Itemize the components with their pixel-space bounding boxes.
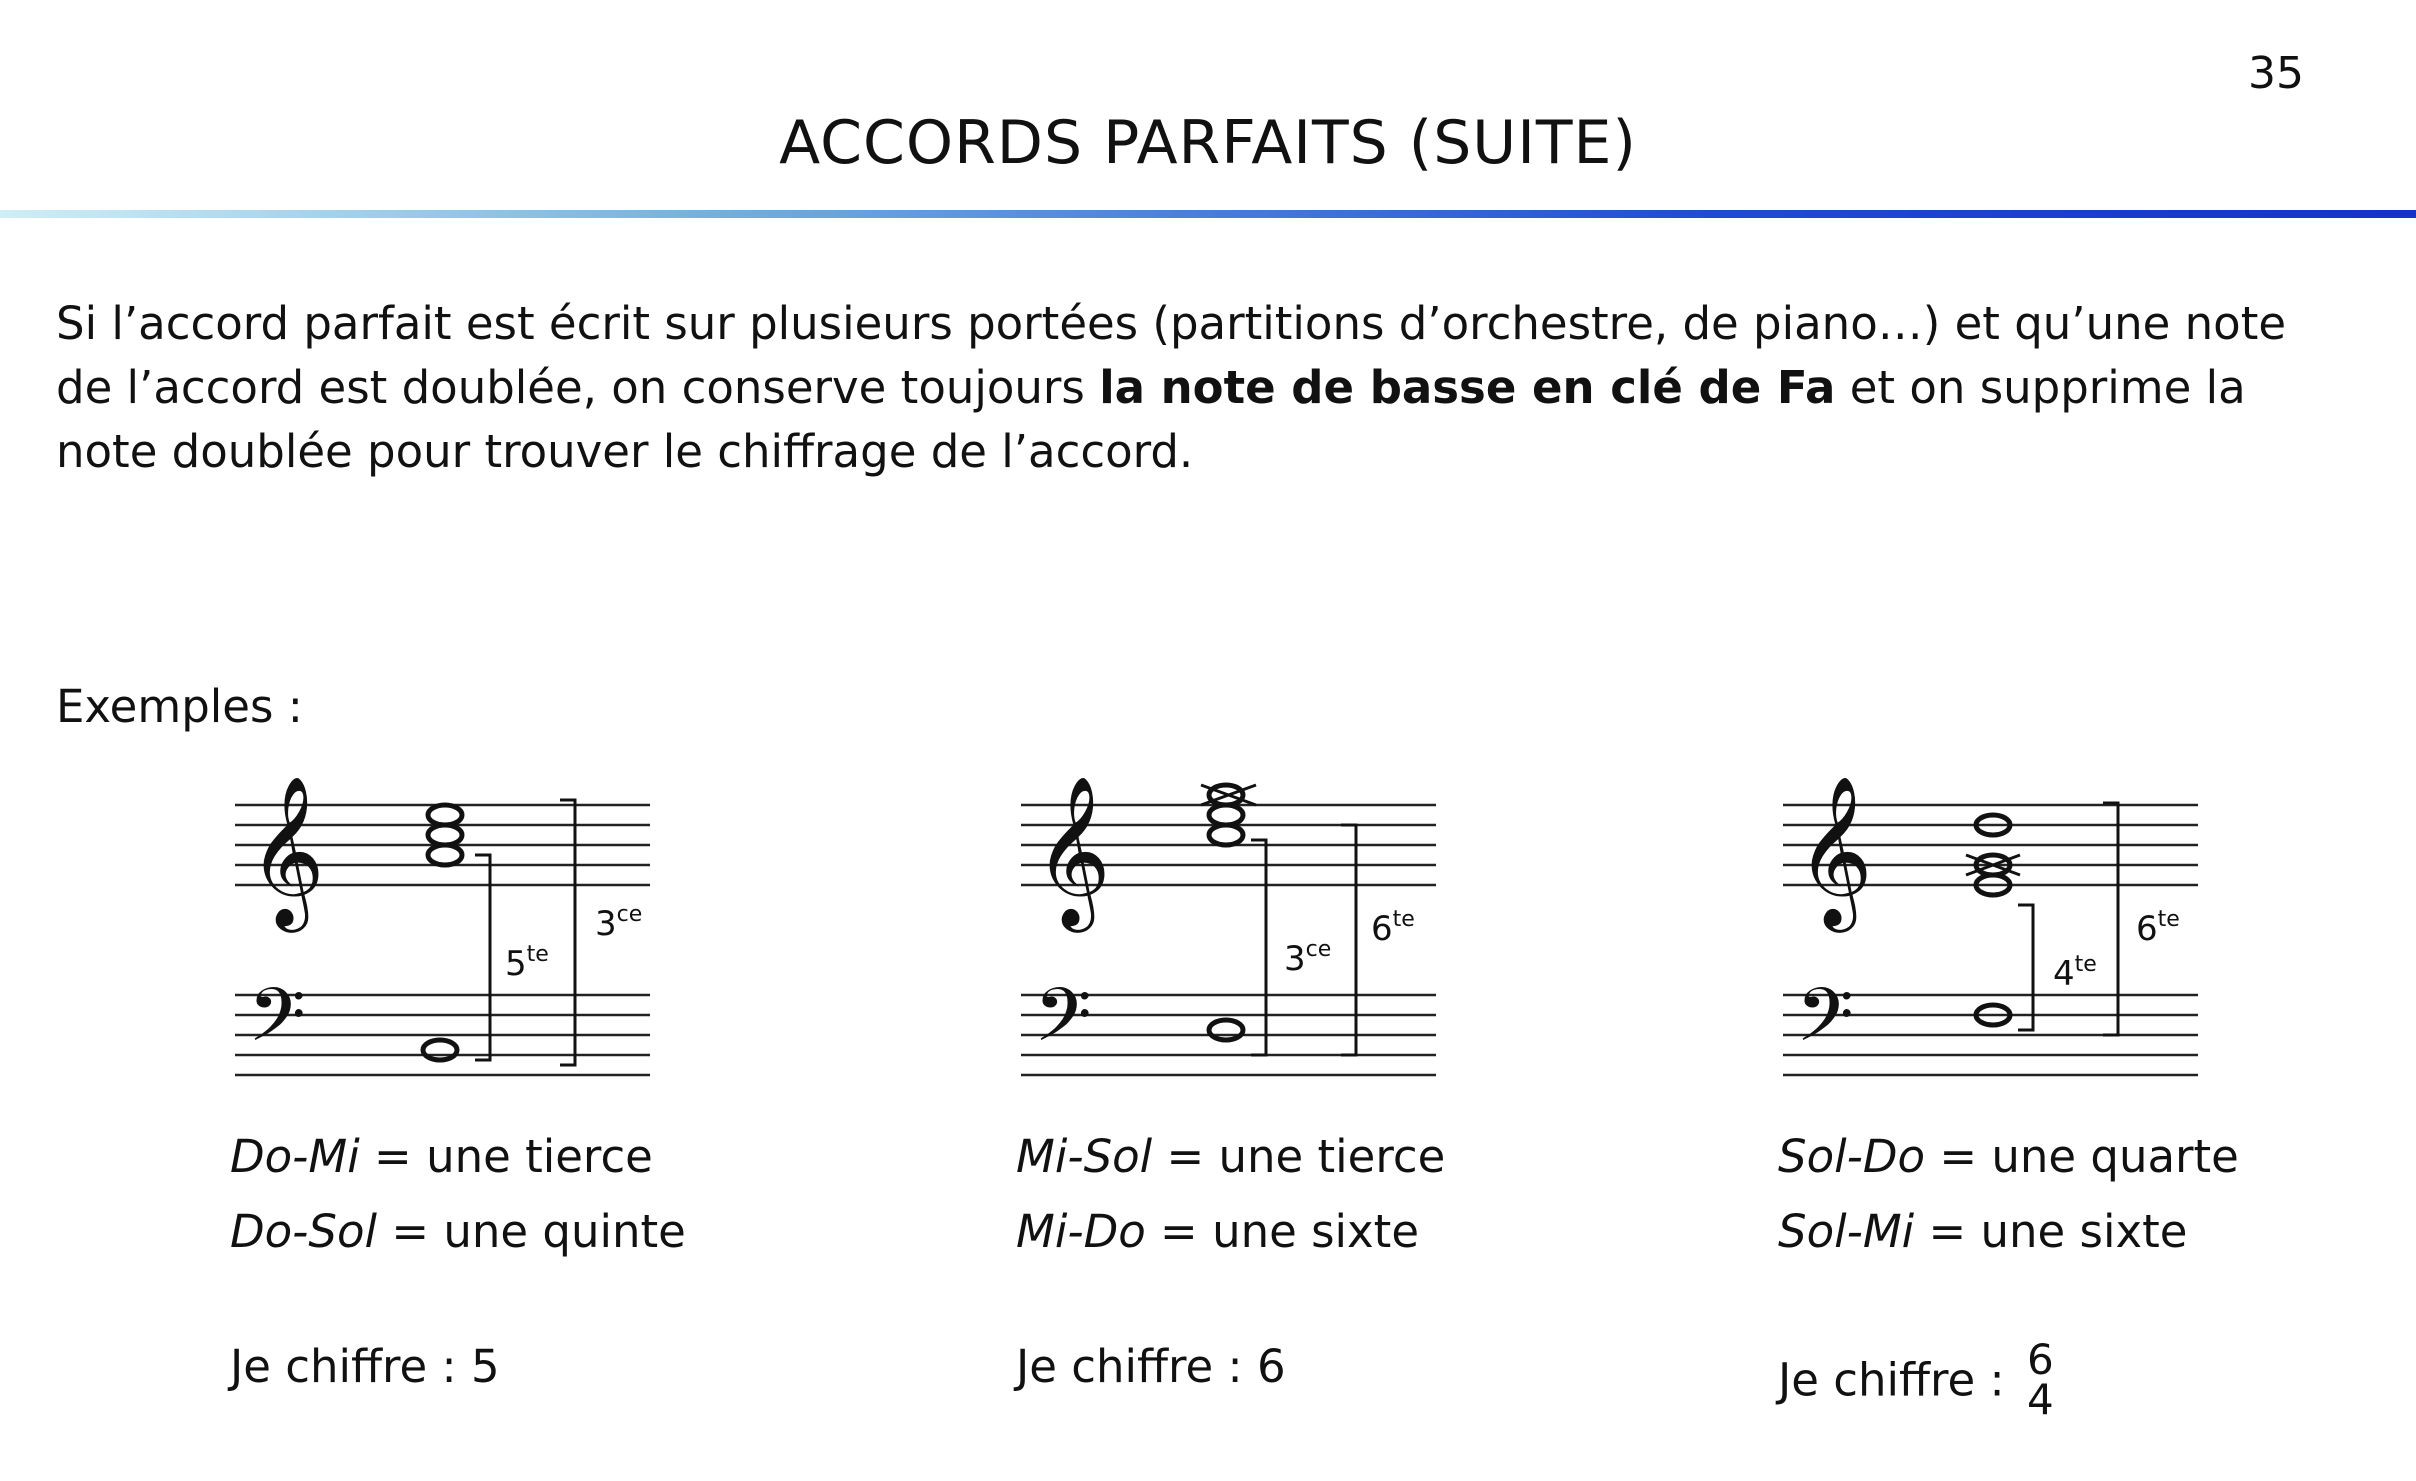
page-title: ACCORDS PARFAITS (SUITE) [779, 108, 1637, 178]
outer-interval-suffix: ce [616, 902, 643, 927]
note-pair: Sol-Do [1778, 1130, 1926, 1183]
interval-name: = une sixte [1145, 1205, 1420, 1258]
interval-name: = une quarte [1925, 1130, 2239, 1183]
interval-name: = une tierce [1152, 1130, 1446, 1183]
inner-interval-number: 4 [2053, 954, 2075, 994]
score-example-2 [1016, 755, 1456, 1085]
intro-text-end: et on supprime la note doublée pour trouver le chiffrage de l’accord. [56, 361, 2246, 478]
svg-text:6te [1371, 907, 1415, 949]
inner-interval-suffix: ce [1305, 937, 1332, 962]
cipher-fraction [2027, 1335, 2054, 1424]
cipher-line [1778, 1335, 2054, 1424]
intro-text-start: Si l’accord parfait est écrit sur plusieurs portées (partitions d’orchestre, de piano…) et qu’une note de l’accord est doublée, on conserve toujours [56, 297, 2287, 414]
cipher-value: 5 [471, 1340, 500, 1393]
note-pair: Sol-Mi [1778, 1205, 1915, 1258]
cipher-label: Je chiffre : [230, 1340, 471, 1393]
outer-interval-number: 6 [1371, 909, 1393, 949]
interval-name: = une sixte [1914, 1205, 2188, 1258]
inner-interval-number: 3 [1284, 939, 1306, 979]
outer-interval-number: 6 [2136, 909, 2158, 949]
treble-clef-icon: 𝄞 [1034, 774, 1111, 926]
interval-line-1 [1778, 1130, 2239, 1183]
cipher-top: 6 [2027, 1335, 2054, 1384]
example-1 [230, 755, 790, 1455]
svg-text:6te [2136, 907, 2180, 949]
examples-label: Exemples : [56, 680, 303, 733]
outer-interval-number: 3 [595, 904, 617, 944]
cipher-bottom: 4 [2027, 1375, 2054, 1424]
interval-line-2 [230, 1205, 686, 1258]
inner-interval-suffix: te [2074, 952, 2097, 977]
note-pair: Do-Sol [230, 1205, 378, 1258]
outer-interval-suffix: te [2157, 907, 2180, 932]
svg-text:4te [2053, 952, 2097, 994]
note-pair: Mi-Do [1016, 1205, 1146, 1258]
interval-name: = une tierce [359, 1130, 653, 1183]
cipher-line [230, 1340, 500, 1393]
interval-name: = une quinte [377, 1205, 686, 1258]
title-divider [0, 210, 2416, 218]
intro-paragraph [56, 292, 2316, 484]
treble-clef-icon: 𝄞 [1796, 774, 1873, 926]
page-number: 35 [2248, 48, 2304, 99]
interval-line-1 [230, 1130, 653, 1183]
svg-text:3ce [595, 902, 642, 944]
cipher-value: 6 [1257, 1340, 1286, 1393]
score-example-3 [1778, 755, 2218, 1085]
bass-clef-icon: 𝄢 [1796, 972, 1854, 1077]
intro-bold-rule: la note de basse en clé de Fa [1099, 361, 1836, 414]
cipher-label: Je chiffre : [1016, 1340, 1257, 1393]
score-example-1 [230, 755, 670, 1085]
interval-line-2 [1016, 1205, 1419, 1258]
note-pair: Mi-Sol [1016, 1130, 1153, 1183]
svg-text:3ce [1284, 937, 1331, 979]
interval-line-2 [1778, 1205, 2187, 1258]
inner-interval-suffix: te [526, 942, 549, 967]
bass-clef-icon: 𝄢 [248, 972, 306, 1077]
inner-interval-number: 5 [505, 944, 527, 984]
note-pair: Do-Mi [230, 1130, 360, 1183]
cipher-label: Je chiffre : [1778, 1353, 2019, 1407]
bass-clef-icon: 𝄢 [1034, 972, 1092, 1077]
example-2 [1016, 755, 1576, 1455]
example-3 [1778, 755, 2338, 1455]
svg-text:5te [505, 942, 549, 984]
cipher-line [1016, 1340, 1286, 1393]
interval-line-1 [1016, 1130, 1445, 1183]
treble-clef-icon: 𝄞 [248, 774, 325, 926]
outer-interval-suffix: te [1392, 907, 1415, 932]
